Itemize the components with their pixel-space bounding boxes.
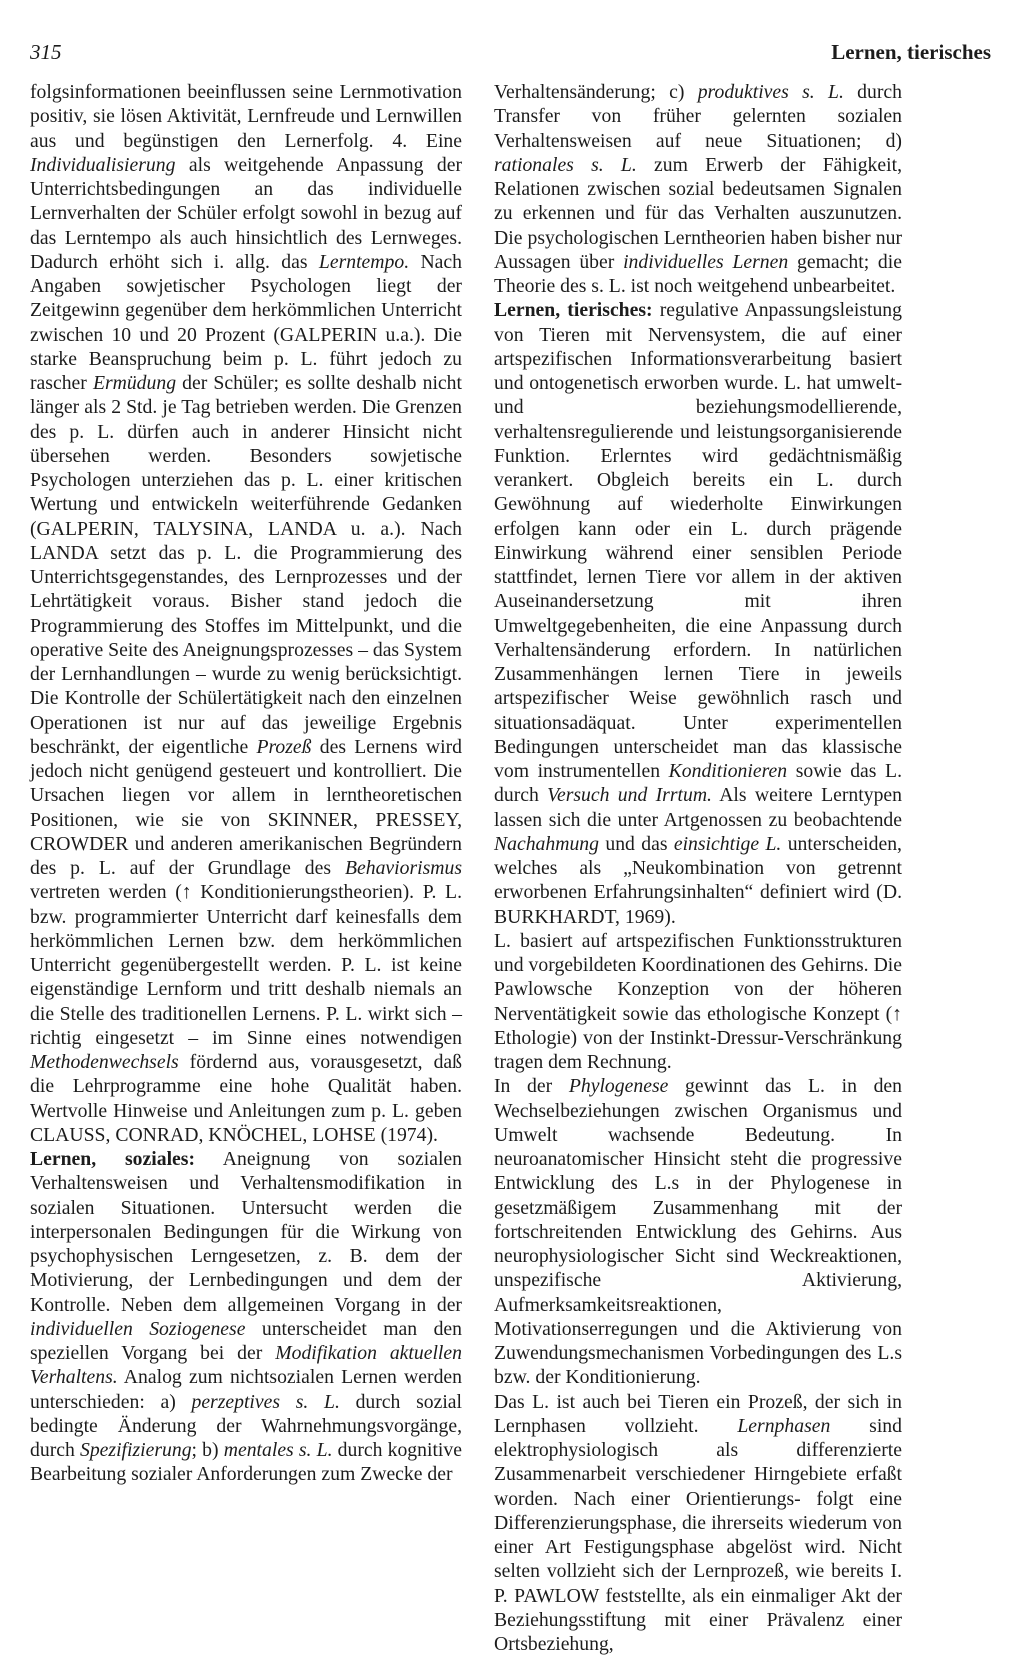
emphasized-term: rationales s. L. [494,154,637,176]
emphasized-term: Spezifizierung [80,1439,192,1461]
emphasized-term: Lernphasen [737,1415,830,1437]
emphasized-term: Lerntempo. [319,251,409,273]
text-run: als weitgehende Anpassung der Unterrichtsbedingungen an das individuelle Lernverhalten der Schüler erfolgt sowohl in bezug auf das Lerntempo als auch hinsichtlich des Lernweges. Dadurch erhöht sich i. allg. das [30,154,462,273]
text-run: Verhaltensänderung; c) [494,81,698,103]
text-run: Nach Angaben sowjetischer Psychologen liegt der Zeitgewinn gegenüber dem herkömmlichen Unterricht zwischen 10 und 20 Prozent (GALPERIN u.a.). Die starke Beanspruchung beim p. L. führt jedoch zu rascher [30,251,462,394]
entry-headword: Lernen, soziales: [30,1148,195,1170]
text-run: sowie das L. durch [494,760,902,806]
text-run: des Lernens wird jedoch nicht genügend gesteuert und kontrolliert. Die Ursachen liegen vor allem in lerntheoretischen Positionen, wie sie von SKINNER, PRESSEY, CROWDER und anderen amerikanischen Begründern des p. L. auf der Grundlage des [30,736,462,879]
emphasized-term: Nachahmung [494,833,599,855]
emphasized-term: Individualisierung [30,154,175,176]
text-run: durch kognitive Bearbeitung sozialer Anforderungen zum Zwecke der [30,1439,462,1485]
emphasized-term: individuellen Soziogenese [30,1318,245,1340]
emphasized-term: Behaviorismus [345,857,462,879]
page-number: 315 [30,40,62,65]
emphasized-term: Modifikation aktuellen Verhaltens. [30,1342,462,1388]
text-run: regulative Anpassungsleistung von Tieren mit Nervensystem, die auf einer artspezifischen Informationsverarbeitung basiert und ontogenetisch erworben wurde. L. hat umwelt- und beziehungsmodellierende, verhaltensregulierende und leistungsorganisierende Funktion. Erlerntes wird gedächtnismäßig verankert. Obgleich bereits ein L. durch Gewöhnung auf wiederholte Einwirkungen erfolgen kann oder ein L. durch prägende Einwirkung während einer sensiblen Periode stattfindet, lernen Tiere vor allem in der aktiven Auseinandersetzung mit ihren Umweltgegebenheiten, die eine Anpassung durch Verhaltensänderung erfordern. In natürlichen Zusammenhängen lernen Tiere in jeweils artspezifischer Weise gewöhnlich rasch und situationsadäquat. Unter experimentellen Bedingungen unterscheidet man das klassische vom instrumentellen [494,299,902,782]
text-run: zum Erwerb der Fähigkeit, Relationen zwischen sozial bedeutsamen Signalen zu erkennen und für das Verhalten auszunutzen. Die psychologischen Lerntheorien haben bisher nur Aussagen über [494,154,902,273]
text-run: unterscheiden, welches als „Neukombination von getrennt erworbenen Erfahrungsinhalten“ definiert wird (D. BURKHARDT, 1969). [494,833,902,928]
emphasized-term: Prozeß [256,736,311,758]
entry-lernen-soziales [30,1147,462,1487]
text-run: gemacht; die Theorie des s. L. ist noch weitgehend unbearbeitet. [494,251,902,297]
emphasized-term: Phylogenese [569,1075,669,1097]
text-run: Aneignung von sozialen Verhaltensweisen und Verhaltensmodifikation in sozialen Situationen. Untersucht werden die interpersonalen Bedingungen für die Wirkung von psychophysischen Lerngesetzen, z. B. dem der Motivierung, der Lernbedingungen und dem der Kontrolle. Neben dem allgemeinen Vorgang in der [30,1148,462,1316]
text-run: Das L. ist auch bei Tieren ein Prozeß, der sich in Lernphasen vollzieht. [494,1391,902,1437]
text-run: unterscheidet man den speziellen Vorgang bei der [30,1318,462,1364]
paragraph-social-learning-continued [494,80,902,298]
text-run: durch sozial bedingte Änderung der Wahrnehmungsvorgänge, durch [30,1391,462,1462]
emphasized-term: Versuch und Irrtum. [547,784,712,806]
text-run: vertreten werden (↑ Konditionierungstheorien). P. L. bzw. programmierter Unterricht darf keinesfalls dem herkömmlichen Lernen bzw. dem herkömmlichen Unterricht gegenübergestellt werden. P. L. ist keine eigenständige Lernform und tritt deshalb niemals an die Stelle des traditionellen Lernens. P. L. wirkt sich – richtig eingesetzt – im Sinne eines notwendigen [30,881,462,1049]
entry-headword: Lernen, tierisches: [494,299,653,321]
paragraph-phylogenesis [494,1074,902,1389]
paragraph-programmed-learning-continued [30,80,462,1147]
text-run: durch Transfer von früher gelernten sozialen Verhaltensweisen auf neue Situationen; d) [494,81,902,152]
text-run: Als weitere Lerntypen lassen sich die unter Artgenossen zu beobachtende [494,784,902,830]
emphasized-term: produktives s. L. [698,81,844,103]
emphasized-term: Methodenwechsels [30,1051,179,1073]
text-run: der Schüler; es sollte deshalb nicht länger als 2 Std. je Tag betrieben werden. Die Grenzen des p. L. dürfen auch in anderer Hinsicht nicht übersehen werden. Besonders sowjetische Psychologen unterziehen das p. L. einer kritischen Wertung und entwickeln weiterführende Gedanken (GALPERIN, TALYSINA, LANDA u. a.). Nach LANDA setzt das p. L. die Programmierung des Unterrichtsgegenstandes, des Lernprozesses und der Lehrtätigkeit voraus. Bisher stand jedoch die Programmierung des Stoffes im Mittelpunkt, und die operative Seite des Aneignungsprozesses – das System der Lernhandlungen – wurde zu wenig berücksichtigt. Die Kontrolle der Schülertätigkeit nach den einzelnen Operationen ist nur auf das jeweilige Ergebnis beschränkt, der eigentliche [30,372,462,758]
text-run: In der [494,1075,569,1097]
text-run: gewinnt das L. in den Wechselbeziehungen zwischen Organismus und Umwelt wachsende Bedeutung. In neuroanatomischer Hinsicht steht die progressive Entwicklung des L.s in der Phylogenese in gesetzmäßigem Zusammenhang mit der fortschreitenden Entwicklung des Gehirns. Aus neurophysiologischer Sicht sind Weckreaktionen, unspezifische Aktivierung, Aufmerksamkeitsreaktionen, Motivationserregungen und die Aktivierung von Zuwendungsmechanismen Vorbedingungen des L.s bzw. der Konditionierung. [494,1075,902,1388]
text-run: und das [599,833,674,855]
running-head: Lernen, tierisches [831,40,991,65]
paragraph-functional-structures [494,929,902,1075]
text-run: folgsinformationen beeinflussen seine Lernmotivation positiv, sie lösen Aktivität, Lernfreude und Lernwillen aus und begünstigen den Lernerfolg. 4. Eine [30,81,462,152]
emphasized-term: einsichtige L. [674,833,782,855]
emphasized-term: Konditionieren [669,760,787,782]
text-run: ; b) [192,1439,224,1461]
emphasized-term: individuelles Lernen [623,251,788,273]
text-run: L. basiert auf artspezifischen Funktionsstrukturen und vorgebildeten Koordinationen des Gehirns. Die Pawlowsche Konzeption von der höheren Nerventätigkeit sowie das ethologische Konzept (↑ Ethologie) von der Instinkt-Dressur-Verschränkung tragen dem Rechnung. [494,930,902,1073]
left-column [30,80,462,1487]
emphasized-term: mentales s. L. [224,1439,333,1461]
emphasized-term: perzeptives s. L. [191,1391,339,1413]
text-run: fördernd aus, vorausgesetzt, daß die Lehrprogramme eine hohe Qualität haben. Wertvolle Hinweise und Anleitungen zum p. L. geben CLAUSS, CONRAD, KNÖCHEL, LOHSE (1974). [30,1051,462,1146]
right-column [494,80,902,1656]
entry-lernen-tierisches [494,298,902,929]
paragraph-learning-phases [494,1390,902,1656]
text-run: sind elektrophysiologisch als differenzierte Zusammenarbeit verschiedener Hirngebiete erfaßt worden. Nach einer Orientierungs- folgt eine Differenzierungsphase, die ihrerseits wiederum von einer Art Festigungsphase abgelöst wird. Nicht selten vollzieht sich der Lernprozeß, wie bereits I. P. PAWLOW feststellte, als ein einmaliger Akt der Beziehungsstiftung mit einer Prävalenz einer Ortsbeziehung, [494,1415,902,1655]
text-run: Analog zum nichtsozialen Lernen werden unterschieden: a) [30,1366,462,1412]
emphasized-term: Ermüdung [93,372,176,394]
